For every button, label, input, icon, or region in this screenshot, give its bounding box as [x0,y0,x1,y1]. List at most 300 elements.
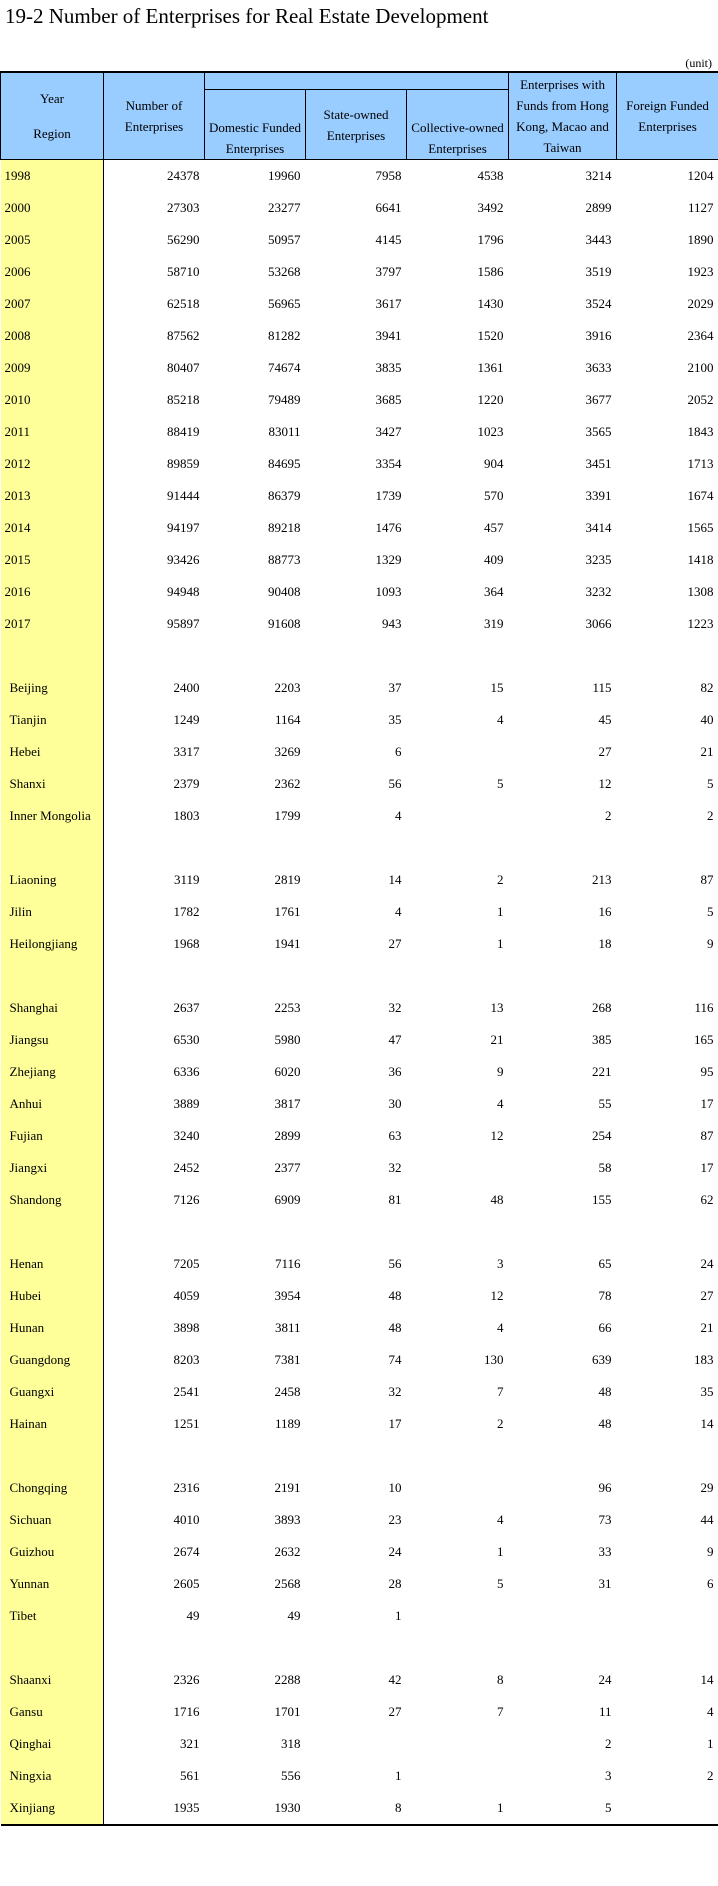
region-row [1,1696,718,1728]
table-cell: 58 [598,1160,612,1175]
table-cell: 48 [598,1416,612,1431]
table-cell: 904 [484,456,504,471]
table-cell: 56 [388,1256,402,1271]
year-row [1,480,718,512]
region-row [1,1760,718,1792]
row-label: Guizhou [1,1536,104,1568]
table-cell: 1 [497,904,504,919]
table-cell: 94197 [167,520,200,535]
table-cell: 78 [598,1288,612,1303]
table-cell: 63 [388,1128,402,1143]
table-cell: 1 [497,1544,504,1559]
table-cell: 12 [598,776,612,791]
year-row [1,416,718,448]
table-cell: 1476 [375,520,402,535]
table-cell: 3269 [274,744,301,759]
table-cell: 221 [592,1064,612,1079]
table-cell: 82 [700,680,714,695]
row-label: Heilongjiang [1,928,104,960]
table-cell: 1249 [173,712,200,727]
table-cell: 21 [700,744,714,759]
region-row [1,672,718,704]
table-cell: 66 [598,1320,612,1335]
table-cell: 95897 [167,616,200,631]
table-cell: 1935 [104,1792,205,1825]
unit-label: (unit) [685,56,712,70]
table-cell: 1 [707,1736,714,1751]
region-row [1,800,718,832]
table-cell: 48 [598,1384,612,1399]
table-cell: 14 [700,1672,714,1687]
row-label: 2012 [1,448,104,480]
row-label: Shandong [1,1184,104,1216]
year-row [1,384,718,416]
table-cell: 3633 [585,360,612,375]
table-cell: 1 [497,936,504,951]
table-cell: 1713 [687,456,714,471]
table-cell: 3954 [274,1288,301,1303]
table-cell: 2 [497,872,504,887]
row-label: Jilin [1,896,104,928]
table-cell: 2364 [687,328,714,343]
table-cell: 1716 [173,1704,200,1719]
table-cell: 88419 [167,424,200,439]
year-row [1,448,718,480]
table-cell: 1843 [687,424,714,439]
table-cell: 12 [490,1128,504,1143]
table-cell: 65 [598,1256,612,1271]
region-row [1,1536,718,1568]
table-cell: 31 [598,1576,612,1591]
table-cell [407,1152,509,1184]
row-label: Guangdong [1,1344,104,1376]
table-cell: 943 [382,616,402,631]
table-cell: 24378 [167,168,200,183]
table-cell: 4 [395,808,402,823]
table-cell: 3617 [375,296,402,311]
table-cell: 18 [598,936,612,951]
table-cell: 27 [388,1704,402,1719]
table-cell: 2029 [687,296,714,311]
table-cell: 7 [497,1384,504,1399]
table-cell: 3916 [585,328,612,343]
table-cell: 4145 [375,232,402,247]
table-cell: 254 [592,1128,612,1143]
table-cell: 3817 [274,1096,301,1111]
table-cell: 1023 [477,424,504,439]
table-cell: 7126 [173,1192,200,1207]
table-cell [617,1792,718,1825]
table-title: 19-2 Number of Enterprises for Real Estate Development [5,4,489,28]
spacer-row [1,1632,718,1664]
table-cell: 1890 [687,232,714,247]
table-cell: 1586 [477,264,504,279]
table-cell: 6336 [173,1064,200,1079]
table-cell: 21 [700,1320,714,1335]
table-cell: 2674 [173,1544,200,1559]
table-cell: 318 [281,1736,301,1751]
year-row [1,608,718,640]
table-cell: 5 [497,1576,504,1591]
table-cell: 3685 [375,392,402,407]
table-cell: 74674 [268,360,301,375]
table-cell: 268 [592,1000,612,1015]
table-cell: 3414 [585,520,612,535]
row-label: 2011 [1,416,104,448]
year-row [1,288,718,320]
table-cell: 1941 [274,936,301,951]
table-cell: 32 [388,1160,402,1175]
table-cell: 213 [592,872,612,887]
table-cell: 89218 [268,520,301,535]
table-cell: 116 [694,1000,714,1015]
table-cell: 155 [592,1192,612,1207]
table-cell: 73 [598,1512,612,1527]
table-cell: 74 [388,1352,402,1367]
table-cell: 6 [395,744,402,759]
region-row [1,928,718,960]
table-cell: 2100 [687,360,714,375]
table-cell: 7958 [375,168,402,183]
table-cell: 79489 [268,392,301,407]
table-cell [407,1472,509,1504]
table-cell: 56 [388,776,402,791]
header-region: Region [33,126,71,141]
region-row [1,1312,718,1344]
table-cell: 17 [388,1416,402,1431]
table-cell [407,1728,509,1760]
spacer-row [1,960,718,992]
table-cell: 9 [707,936,714,951]
table-cell: 48 [490,1192,504,1207]
table-cell: 2 [605,808,612,823]
table-cell: 17 [700,1160,714,1175]
table-cell: 3524 [585,296,612,311]
table-cell: 45 [598,712,612,727]
table-cell: 3519 [585,264,612,279]
table-cell: 35 [388,712,402,727]
table-cell: 1565 [687,520,714,535]
row-label: 2014 [1,512,104,544]
table-cell: 570 [484,488,504,503]
header-group-spacer [205,72,509,90]
table-cell: 27 [598,744,612,759]
table-body [1,160,718,1826]
table-cell: 3565 [585,424,612,439]
table-cell: 53268 [268,264,301,279]
table-cell: 96 [598,1480,612,1495]
spacer-row [1,640,718,672]
row-label: Ningxia [1,1760,104,1792]
table-cell: 13 [490,1000,504,1015]
table-cell: 29 [700,1480,714,1495]
table-cell: 2819 [274,872,301,887]
table-cell: 2379 [173,776,200,791]
region-row [1,736,718,768]
table-cell: 2316 [173,1480,200,1495]
region-row [1,1280,718,1312]
table-cell: 9 [497,1064,504,1079]
table-cell [306,1728,407,1760]
table-cell: 1164 [274,712,301,727]
header-number: Number of Enterprises [104,72,205,160]
table-cell: 4 [707,1704,714,1719]
region-row [1,1088,718,1120]
row-label: 2007 [1,288,104,320]
row-label: 1998 [1,160,104,193]
table-cell: 115 [592,680,612,695]
table-cell: 1251 [173,1416,200,1431]
table-cell: 639 [592,1352,612,1367]
table-cell: 1 [395,1608,402,1623]
table-cell: 2400 [173,680,200,695]
table-cell: 4 [497,712,504,727]
table-cell: 24 [598,1672,612,1687]
region-row [1,1600,718,1632]
year-row [1,160,718,193]
row-label: 2009 [1,352,104,384]
table-cell: 81282 [268,328,301,343]
table-cell: 561 [180,1768,200,1783]
table-cell: 40 [700,712,714,727]
table-cell: 6020 [274,1064,301,1079]
table-cell: 7 [497,1704,504,1719]
table-cell: 5980 [274,1032,301,1047]
header-domestic: Domestic Funded Enterprises [205,90,306,160]
table-cell: 3941 [375,328,402,343]
table-cell: 1308 [687,584,714,599]
region-row [1,1184,718,1216]
table-cell: 7116 [274,1256,301,1271]
row-label: Gansu [1,1696,104,1728]
table-cell: 4010 [173,1512,200,1527]
table-cell: 56290 [167,232,200,247]
table-cell: 3898 [173,1320,200,1335]
table-cell: 3797 [375,264,402,279]
region-row [1,768,718,800]
table-cell: 3214 [585,168,612,183]
table-cell: 49 [287,1608,301,1623]
table-cell: 4059 [173,1288,200,1303]
table-cell: 2 [605,1736,612,1751]
table-cell: 62 [700,1192,714,1207]
table-cell: 3451 [585,456,612,471]
table-cell: 10 [388,1480,402,1495]
region-row [1,1504,718,1536]
row-label: 2000 [1,192,104,224]
table-cell: 1329 [375,552,402,567]
table-cell: 3232 [585,584,612,599]
table-cell: 2253 [274,1000,301,1015]
table-cell: 4 [395,904,402,919]
table-cell: 3889 [173,1096,200,1111]
table-cell: 36 [388,1064,402,1079]
table-cell: 24 [388,1544,402,1559]
row-label: Tibet [1,1600,104,1632]
table-cell: 83011 [268,424,301,439]
table-cell: 50957 [268,232,301,247]
table-cell: 5 [707,776,714,791]
row-label: Tianjin [1,704,104,736]
table-cell: 2 [497,1416,504,1431]
table-cell: 5 [707,904,714,919]
table-cell: 95 [700,1064,714,1079]
table-cell: 6909 [274,1192,301,1207]
table-cell: 5 [509,1792,617,1825]
region-row [1,1344,718,1376]
table-cell: 3427 [375,424,402,439]
row-label: 2013 [1,480,104,512]
table-cell: 81 [388,1192,402,1207]
table-cell: 35 [700,1384,714,1399]
table-cell: 27 [700,1288,714,1303]
table-cell: 80407 [167,360,200,375]
table-cell: 319 [484,616,504,631]
year-row [1,320,718,352]
table-cell: 87562 [167,328,200,343]
table-cell: 23 [388,1512,402,1527]
table-cell: 2568 [274,1576,301,1591]
table-cell: 1093 [375,584,402,599]
row-label: 2015 [1,544,104,576]
region-row [1,1472,718,1504]
spacer-row [1,1216,718,1248]
row-label: Shanghai [1,992,104,1024]
table-cell: 1803 [173,808,200,823]
year-row [1,192,718,224]
table-cell: 2191 [274,1480,301,1495]
row-label: Beijing [1,672,104,704]
table-cell [509,1600,617,1632]
region-row [1,1120,718,1152]
header-year-region [1,72,104,160]
table-cell: 1189 [274,1416,301,1431]
table-cell: 49 [186,1608,200,1623]
table-cell: 87 [700,872,714,887]
table-cell: 2326 [173,1672,200,1687]
table-cell: 23277 [268,200,301,215]
table-cell: 385 [592,1032,612,1047]
region-row [1,704,718,736]
table-cell: 89859 [167,456,200,471]
year-row [1,576,718,608]
table-cell: 409 [484,552,504,567]
table-cell: 3391 [585,488,612,503]
table-cell: 1674 [687,488,714,503]
table-cell: 30 [388,1096,402,1111]
table-cell: 58710 [167,264,200,279]
row-label: Xinjiang [1,1792,104,1825]
table-cell: 17 [700,1096,714,1111]
table-cell: 42 [388,1672,402,1687]
table-cell: 8203 [173,1352,200,1367]
table-cell: 4538 [477,168,504,183]
year-row [1,544,718,576]
table-cell: 2605 [173,1576,200,1591]
table-cell: 4 [497,1320,504,1335]
table-header [1,72,718,160]
table-cell: 91608 [268,616,301,631]
row-label: Hunan [1,1312,104,1344]
table-cell: 4 [497,1096,504,1111]
table-cell: 3119 [173,872,200,887]
table-cell: 1701 [274,1704,301,1719]
table-cell: 1223 [687,616,714,631]
table-cell: 3317 [173,744,200,759]
region-row [1,1408,718,1440]
row-label: Qinghai [1,1728,104,1760]
table-cell: 85218 [167,392,200,407]
table-cell: 3811 [274,1320,301,1335]
header-state: State-owned Enterprises [306,90,407,160]
row-label: 2010 [1,384,104,416]
table-cell: 2052 [687,392,714,407]
year-row [1,512,718,544]
table-cell: 93426 [167,552,200,567]
table-cell: 3835 [375,360,402,375]
table-cell: 16 [598,904,612,919]
region-row [1,864,718,896]
row-label: Fujian [1,1120,104,1152]
region-row [1,1568,718,1600]
row-label: Hubei [1,1280,104,1312]
table-cell: 21 [490,1032,504,1047]
table-cell: 1923 [687,264,714,279]
table-cell: 3492 [477,200,504,215]
table-cell: 8 [497,1672,504,1687]
region-row [1,1056,718,1088]
table-cell: 14 [700,1416,714,1431]
table-cell: 1204 [687,168,714,183]
region-row [1,1376,718,1408]
spacer-row [1,832,718,864]
row-label: Hebei [1,736,104,768]
row-label: Hainan [1,1408,104,1440]
row-label: 2017 [1,608,104,640]
table-cell: 56965 [268,296,301,311]
table-cell: 33 [598,1544,612,1559]
table-cell: 3235 [585,552,612,567]
table-cell: 165 [694,1032,714,1047]
row-label: Inner Mongolia [1,800,104,832]
table-cell: 1127 [688,200,714,215]
region-row [1,896,718,928]
table-cell: 11 [599,1704,612,1719]
table-cell: 14 [388,872,402,887]
table-cell: 27 [388,936,402,951]
table-cell: 91444 [167,488,200,503]
table-cell: 1361 [477,360,504,375]
row-label: 2016 [1,576,104,608]
table-cell: 24 [700,1256,714,1271]
table-cell [407,1760,509,1792]
table-cell: 2637 [173,1000,200,1015]
table-cell: 364 [484,584,504,599]
table-cell: 44 [700,1512,714,1527]
table-cell: 2541 [173,1384,200,1399]
table-cell: 130 [484,1352,504,1367]
year-row [1,352,718,384]
table-cell [407,736,509,768]
region-row [1,1728,718,1760]
row-label: Yunnan [1,1568,104,1600]
table-cell: 2899 [274,1128,301,1143]
header-hkmt: Enterprises with Funds from Hong Kong, Macao and Taiwan [509,72,617,160]
table-cell: 556 [281,1768,301,1783]
table-cell: 1782 [173,904,200,919]
table-cell: 37 [388,680,402,695]
year-row [1,256,718,288]
